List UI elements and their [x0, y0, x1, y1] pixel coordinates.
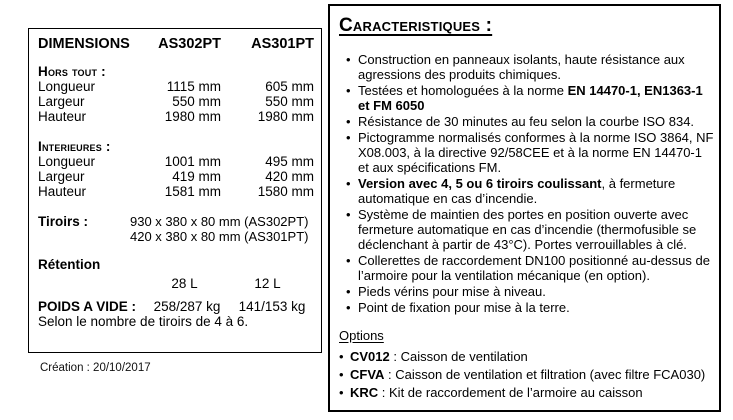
feature-item	[346, 207, 714, 252]
retention-value-as301pt: 12 L	[254, 276, 281, 291]
poids-value-as302pt: 258/287 kg	[153, 299, 221, 314]
feature-text: Collerettes de raccordement DN100 positionné au-dessus de l’armoire pour la ventilation mécanique (en option).	[358, 253, 710, 283]
feature-text: Point de fixation pour mise à la terre.	[358, 300, 570, 315]
table-row	[38, 79, 316, 94]
table-row	[38, 154, 316, 169]
row-label: Largeur	[38, 94, 85, 109]
spacer	[38, 276, 148, 291]
poids-label: POIDS A VIDE :	[38, 299, 137, 314]
feature-item	[346, 52, 714, 82]
feature-item	[346, 176, 714, 206]
row-value-as301pt: 1580 mm	[257, 184, 314, 199]
row-value-as301pt: 550 mm	[265, 94, 314, 109]
row-value-as301pt: 1980 mm	[257, 109, 314, 124]
option-code: CV012	[350, 349, 390, 364]
model-column-as302pt: AS302PT	[158, 36, 221, 52]
features-list	[346, 52, 714, 315]
option-code: KRC	[350, 385, 379, 400]
model-column-as301pt: AS301PT	[251, 36, 314, 52]
feature-text: Système de maintien des portes en position ouverte avec fermeture automatique en cas d’incendie (thermofusible se déclenchant à partir de 43°C). Portes verrouillables à clé.	[358, 207, 697, 252]
options-list	[339, 348, 711, 402]
option-desc: : Kit de raccordement de l’armoire au caisson	[378, 385, 643, 400]
option-item	[339, 348, 711, 366]
dimensions-header-label: DIMENSIONS	[38, 36, 130, 52]
dimensions-panel	[28, 28, 322, 353]
feature-item	[346, 300, 714, 315]
row-label: Hauteur	[38, 109, 87, 124]
row-value-as301pt: 605 mm	[265, 79, 314, 94]
feature-text: , à fermeture automatique en cas d’incendie.	[358, 176, 676, 206]
table-row	[38, 169, 316, 184]
poids-value-as301pt: 141/153 kg	[238, 299, 306, 314]
table-row	[38, 94, 316, 109]
option-item	[339, 384, 711, 402]
option-desc: : Caisson de ventilation	[389, 349, 528, 364]
option-item	[339, 366, 711, 384]
feature-text-bold: EN 14470-1, EN1363-1 et FM 6050	[358, 83, 703, 113]
options-title: Options	[339, 328, 384, 343]
poids-row	[38, 299, 316, 314]
row-value-as302pt: 1581 mm	[164, 184, 221, 199]
table-row	[38, 109, 316, 124]
row-value-as302pt: 1980 mm	[164, 109, 221, 124]
row-value-as301pt: 495 mm	[265, 154, 314, 169]
option-code: CFVA	[350, 367, 385, 382]
feature-text: Pictogramme normalisés conformes à la norme ISO 3864, NF X08.003, à la directive 92/58CEE et à la norme EN 14470-1 et aux spécifications FM.	[358, 130, 714, 175]
retention-value-as302pt: 28 L	[171, 276, 198, 291]
feature-text: Résistance de 30 minutes au feu selon la courbe ISO 834.	[358, 114, 695, 129]
retention-label: Rétention	[38, 257, 101, 272]
feature-item	[346, 284, 714, 299]
row-value-as301pt: 420 mm	[265, 169, 314, 184]
poids-note: Selon le nombre de tiroirs de 4 à 6.	[38, 314, 249, 329]
tiroirs-size-as301pt: 420 x 380 x 80 mm (AS301PT)	[130, 229, 309, 244]
retention-values-row	[38, 276, 316, 291]
row-value-as302pt: 1001 mm	[164, 154, 221, 169]
option-desc: : Caisson de ventilation et filtration (avec filtre FCA030)	[384, 367, 706, 382]
dimensions-header-row	[38, 37, 316, 52]
feature-item	[346, 130, 714, 175]
feature-item	[346, 83, 714, 113]
row-value-as302pt: 550 mm	[172, 94, 221, 109]
table-row	[38, 184, 316, 199]
tiroirs-row	[38, 214, 316, 244]
characteristics-panel	[328, 4, 721, 412]
feature-text: Pieds vérins pour mise à niveau.	[358, 284, 546, 299]
feature-text: Testées et homologuées à la norme	[358, 83, 568, 98]
feature-text: Construction en panneaux isolants, haute résistance aux agressions des produits chimiques.	[358, 52, 685, 82]
feature-item	[346, 253, 714, 283]
section-title-hors-tout: Hors tout :	[38, 64, 106, 79]
characteristics-title: Caracteristiques :	[339, 15, 493, 36]
row-value-as302pt: 1115 mm	[166, 79, 221, 94]
tiroirs-label: Tiroirs :	[38, 214, 89, 229]
row-label: Largeur	[38, 169, 85, 184]
tiroirs-values	[130, 214, 308, 244]
feature-item	[346, 114, 714, 129]
row-label: Longueur	[38, 79, 96, 94]
row-label: Longueur	[38, 154, 96, 169]
row-value-as302pt: 419 mm	[172, 169, 221, 184]
row-label: Hauteur	[38, 184, 87, 199]
creation-date: Création : 20/10/2017	[40, 362, 151, 374]
section-title-interieures: Interieures :	[38, 139, 111, 154]
feature-text-bold: Version avec 4, 5 ou 6 tiroirs coulissant	[358, 176, 602, 191]
tiroirs-size-as302pt: 930 x 380 x 80 mm (AS302PT)	[130, 214, 309, 229]
